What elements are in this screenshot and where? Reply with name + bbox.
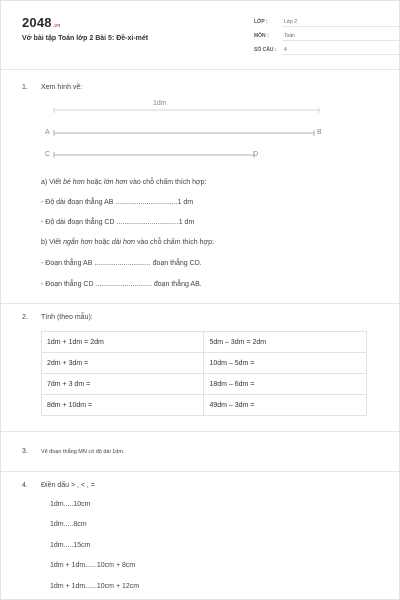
divider-q2: [1, 431, 399, 432]
compare-item[interactable]: 1dm.....15cm: [50, 542, 91, 549]
question-1-text: Xem hình vẽ:: [41, 84, 83, 91]
question-4-number: 4.: [22, 482, 28, 489]
label-1dm: 1dm: [153, 100, 167, 107]
question-4-text: Điền dấu > , < , =: [41, 482, 95, 489]
calc-cell[interactable]: 2dm + 3dm =: [42, 353, 204, 374]
part-a-instruction: a) Viết bé hơn hoặc lớn hơn vào chỗ chấm thích hợp:: [41, 179, 207, 186]
question-1-number: 1.: [22, 84, 28, 91]
question-3-number: 3.: [22, 448, 28, 455]
table-row: [42, 332, 367, 353]
table-row: [42, 353, 367, 374]
part-b-instruction: b) Viết ngắn hơn hoặc dài hơn vào chỗ chấm thích hợp:: [41, 239, 214, 246]
table-row: [42, 395, 367, 416]
compare-item[interactable]: 1dm.....10cm: [50, 501, 91, 508]
calc-cell[interactable]: 18dm – 6dm =: [204, 374, 367, 395]
cd-compare-blank[interactable]: - Đoạn thẳng CD ............................. đoạn thẳng AB.: [41, 281, 202, 288]
calc-cell: 5dm – 3dm = 2dm: [204, 332, 367, 353]
divider-q1: [1, 303, 399, 304]
question-3-text: Vẽ đoạn thẳng MN có độ dài 1dm.: [41, 449, 125, 455]
compare-item[interactable]: 1dm + 1dm......10cm + 8cm: [50, 562, 136, 569]
header: 2048.vn Vở bài tập Toán lớp 2 Bài 5: Đề-xi-mét LỚP : Lớp 2 MÔN : Toán SỐ CÂU : 4: [1, 1, 399, 61]
point-a-label: A: [45, 129, 50, 136]
calc-cell: 1dm + 1dm = 2dm: [42, 332, 204, 353]
site-logo[interactable]: 2048.vn: [22, 15, 61, 30]
point-d-label: D: [253, 151, 259, 158]
compare-item[interactable]: 1dm.....8cm: [50, 521, 87, 528]
calc-table: [41, 331, 367, 416]
question-2-text: Tính (theo mẫu):: [41, 314, 93, 321]
segment-figure: [41, 97, 341, 167]
cd-length-blank[interactable]: - Độ dài đoạn thẳng CD ................................1 dm: [41, 219, 195, 226]
calc-cell[interactable]: 7dm + 3 dm =: [42, 374, 204, 395]
question-2-number: 2.: [22, 314, 28, 321]
page-title: Vở bài tập Toán lớp 2 Bài 5: Đề-xi-mét: [22, 35, 149, 42]
calc-cell[interactable]: 10dm – 5dm =: [204, 353, 367, 374]
calc-cell[interactable]: 49dm – 3dm =: [204, 395, 367, 416]
ab-compare-blank[interactable]: - Đoạn thẳng AB ............................. đoạn thẳng CD.: [41, 260, 202, 267]
point-b-label: B: [317, 129, 322, 136]
header-divider: [1, 69, 399, 70]
ab-length-blank[interactable]: - Độ dài đoạn thẳng AB ................................1 dm: [41, 199, 194, 206]
point-c-label: C: [45, 151, 51, 158]
table-row: [42, 374, 367, 395]
compare-item[interactable]: 1dm + 1dm......10cm + 12cm: [50, 583, 140, 590]
divider-q3: [1, 471, 399, 472]
calc-cell[interactable]: 8dm + 10dm =: [42, 395, 204, 416]
